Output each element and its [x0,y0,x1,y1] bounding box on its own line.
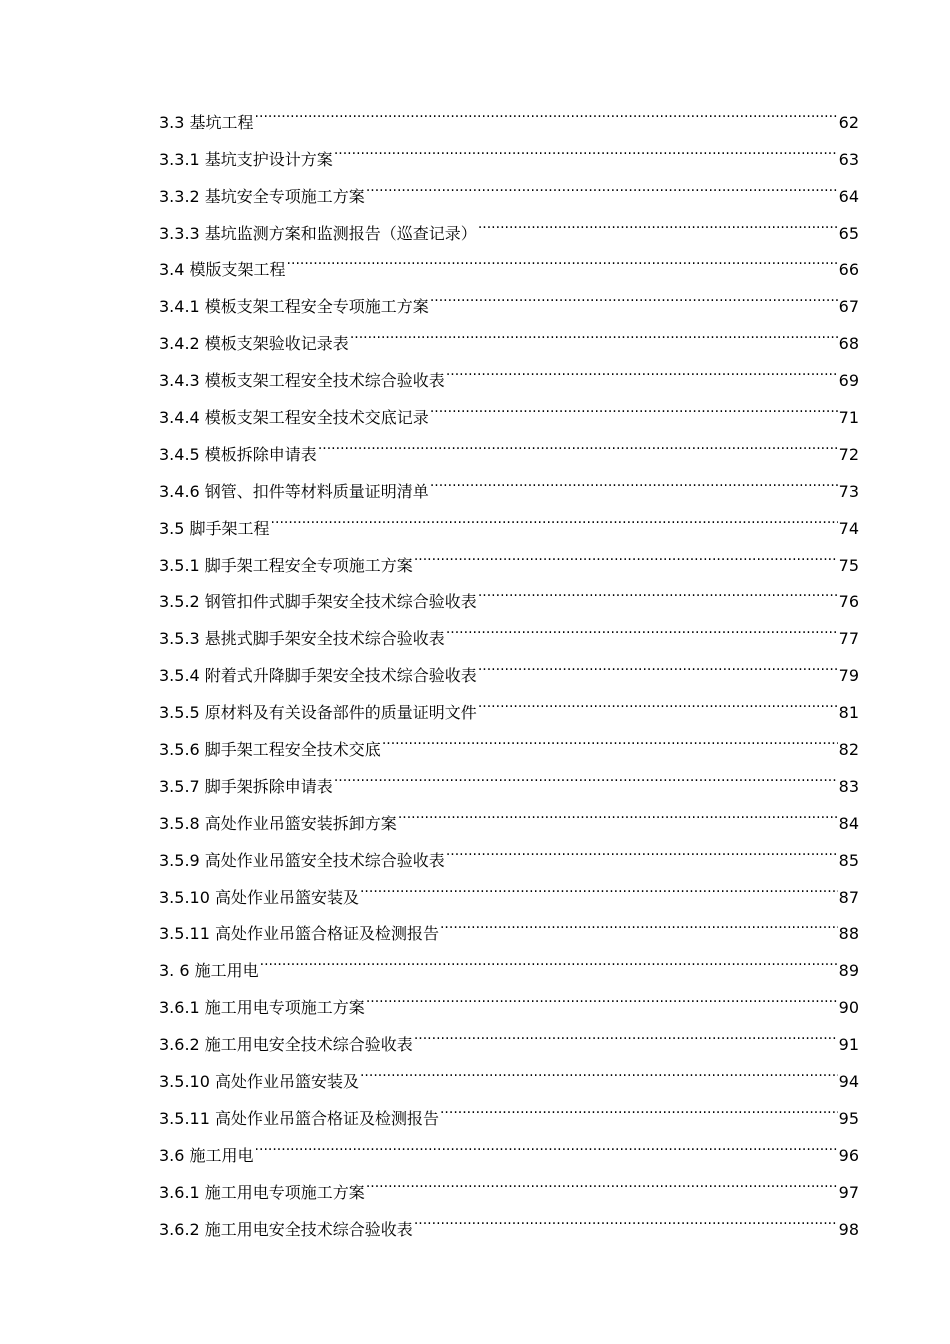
toc-entry-page-number: 96 [838,1145,859,1165]
toc-entry-page-number: 75 [838,555,859,575]
toc-dot-leader [366,976,838,1013]
toc-entry-page-number: 88 [838,924,859,944]
toc-dot-leader [255,1124,838,1161]
toc-dot-leader [478,571,838,608]
toc-dot-leader [430,386,838,423]
toc-entry-page-number: 66 [838,260,859,280]
toc-dot-leader [260,939,838,976]
toc-dot-leader [382,718,838,755]
toc-entry-title: 3.3.1 基坑支护设计方案 [159,149,333,169]
toc-dot-leader [366,1161,838,1198]
toc-entry-page-number: 90 [838,998,859,1018]
toc-entry[interactable] [159,128,859,169]
toc-entry-page-number: 74 [838,518,859,538]
toc-dot-leader [360,1050,838,1087]
toc-entry-title: 3.5 脚手架工程 [159,518,270,538]
toc-entry[interactable] [159,939,859,981]
toc-dot-leader [366,165,838,202]
toc-entry-page-number: 79 [838,666,859,686]
toc-entry-page-number: 64 [838,186,859,206]
toc-entry[interactable] [159,91,859,132]
toc-dot-leader [287,239,838,276]
toc-entry-title: 3.5.9 高处作业吊篮安全技术综合验收表 [159,850,445,870]
toc-entry-page-number: 89 [838,961,859,981]
toc-dot-leader [478,202,838,239]
toc-entry-title: 3.5.5 原材料及有关设备部件的质量证明文件 [159,703,477,723]
toc-dot-leader [446,349,838,386]
toc-entry-title: 3.5.3 悬挑式脚手架安全技术综合验收表 [159,629,445,649]
toc-entry-page-number: 83 [838,776,859,796]
toc-entry-title: 3.5.11 高处作业吊篮合格证及检测报告 [159,1108,439,1128]
toc-entry-title: 3.5.10 高处作业吊篮安装及 [159,887,359,907]
toc-entry-title: 3.4.6 钢管、扣件等材料质量证明清单 [159,481,429,501]
toc-entry-title: 3.5.2 钢管扣件式脚手架安全技术综合验收表 [159,592,477,612]
toc-entry-page-number: 85 [838,850,859,870]
toc-dot-leader [440,903,838,940]
toc-entry-title: 3.4 模版支架工程 [159,260,286,280]
toc-entry[interactable] [159,1124,859,1165]
toc-dot-leader [478,644,838,681]
toc-entry-title: 3.5.11 高处作业吊篮合格证及检测报告 [159,924,439,944]
toc-entry-title: 3.3.2 基坑安全专项施工方案 [159,186,365,206]
toc-dot-leader [255,91,838,128]
toc-entry-title: 3.5.4 附着式升降脚手架安全技术综合验收表 [159,666,477,686]
toc-dot-leader [334,128,838,165]
toc-entry-page-number: 76 [838,592,859,612]
toc-dot-leader [430,275,838,312]
table-of-contents [159,91,859,1239]
toc-entry-page-number: 82 [838,740,859,760]
toc-entry-title: 3.5.6 脚手架工程安全技术交底 [159,740,381,760]
toc-dot-leader [430,460,838,497]
toc-entry-page-number: 73 [838,481,859,501]
toc-entry-page-number: 98 [838,1219,859,1239]
toc-dot-leader [440,1087,838,1124]
toc-entry-page-number: 87 [838,887,859,907]
toc-entry-title: 3.4.5 模板拆除申请表 [159,444,317,464]
toc-entry-title: 3.5.10 高处作业吊篮安装及 [159,1072,359,1092]
toc-dot-leader [478,681,838,718]
toc-entry-page-number: 72 [838,444,859,464]
toc-dot-leader [414,1198,838,1235]
toc-entry-title: 3.6.1 施工用电专项施工方案 [159,1182,365,1202]
toc-entry-title: 3.3.3 基坑监测方案和监测报告（巡查记录） [159,223,477,243]
toc-entry-page-number: 68 [838,334,859,354]
toc-entry-page-number: 67 [838,297,859,317]
toc-entry-title: 3.4.4 模板支架工程安全技术交底记录 [159,408,429,428]
toc-dot-leader [414,1013,838,1050]
toc-dot-leader [350,312,838,349]
toc-entry-page-number: 95 [838,1108,859,1128]
toc-entry-page-number: 77 [838,629,859,649]
toc-entry-title: 3.6.1 施工用电专项施工方案 [159,998,365,1018]
toc-entry-title: 3.5.8 高处作业吊篮安装拆卸方案 [159,813,397,833]
toc-entry-page-number: 97 [838,1182,859,1202]
toc-dot-leader [334,755,838,792]
toc-entry-page-number: 69 [838,371,859,391]
toc-entry-title: 3.5.1 脚手架工程安全专项施工方案 [159,555,413,575]
toc-entry-title: 3.6 施工用电 [159,1145,254,1165]
toc-entry-title: 3. 6 施工用电 [159,961,259,981]
toc-entry-title: 3.4.1 模板支架工程安全专项施工方案 [159,297,429,317]
toc-entry-title: 3.6.2 施工用电安全技术综合验收表 [159,1219,413,1239]
toc-dot-leader [446,829,838,866]
toc-entry-page-number: 94 [838,1072,859,1092]
toc-entry-title: 3.5.7 脚手架拆除申请表 [159,776,333,796]
toc-dot-leader [446,607,838,644]
toc-dot-leader [398,792,838,829]
toc-entry[interactable] [159,976,859,1018]
toc-entry-page-number: 65 [838,223,859,243]
toc-entry-title: 3.3 基坑工程 [159,112,254,132]
toc-entry[interactable] [159,1161,859,1202]
toc-entry-title: 3.4.2 模板支架验收记录表 [159,334,349,354]
toc-entry-title: 3.4.3 模板支架工程安全技术综合验收表 [159,371,445,391]
toc-entry-page-number: 81 [838,703,859,723]
toc-entry-page-number: 91 [838,1035,859,1055]
toc-entry-page-number: 84 [838,813,859,833]
toc-dot-leader [318,423,838,460]
toc-entry-page-number: 71 [838,408,859,428]
toc-entry-title: 3.6.2 施工用电安全技术综合验收表 [159,1035,413,1055]
toc-dot-leader [414,534,838,571]
toc-entry-page-number: 63 [838,149,859,169]
toc-dot-leader [271,497,838,534]
toc-dot-leader [360,866,838,903]
toc-entry-page-number: 62 [838,112,859,132]
